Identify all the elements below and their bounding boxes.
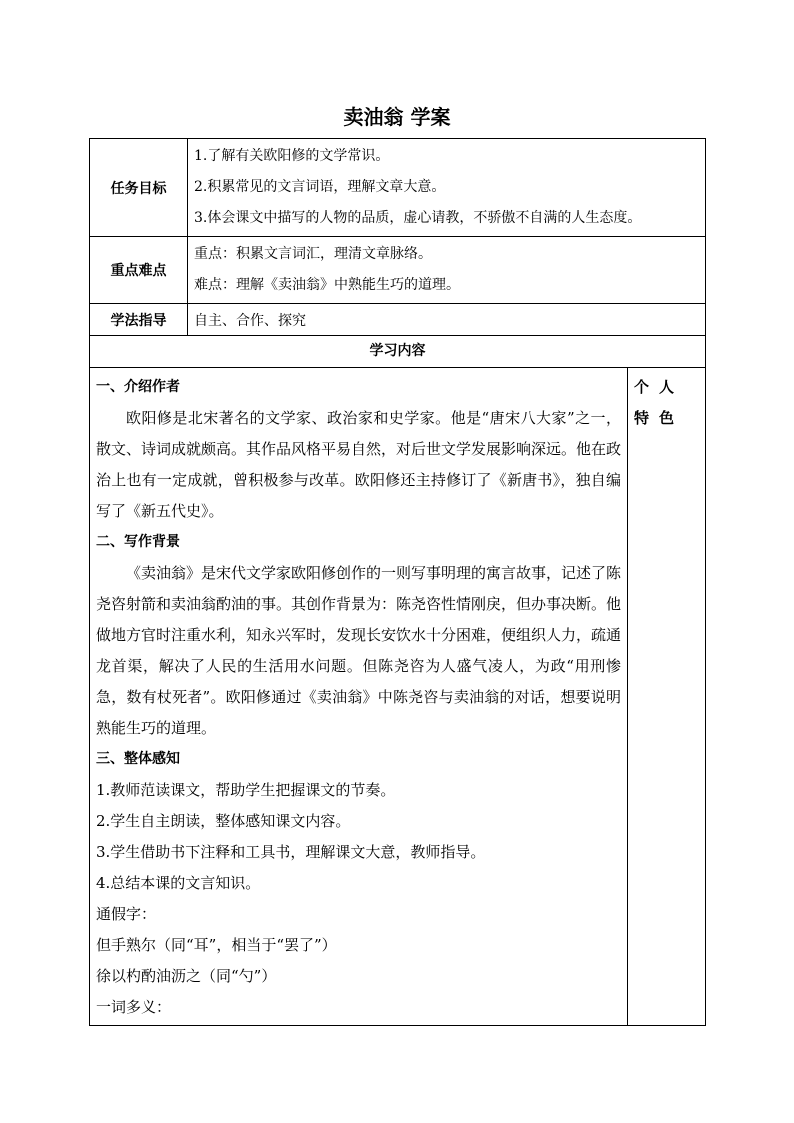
row-method	[90, 304, 706, 336]
personal-notes-column: 个人特色	[628, 368, 706, 1026]
method-value: 自主、合作、探究	[188, 304, 706, 336]
goal-line: 1.了解有关欧阳修的文学常识。	[194, 148, 390, 164]
lesson-plan-table	[89, 138, 706, 1026]
method-label: 学法指导	[90, 304, 188, 336]
section-heading: 三、整体感知	[96, 751, 180, 767]
section-heading: 二、写作背景	[96, 534, 180, 550]
row-keypoints	[90, 237, 706, 304]
list-item: 1.教师范读课文，帮助学生把握课文的节奏。	[96, 781, 396, 799]
list-item: 徐以杓酌油沥之（同“勺”）	[96, 967, 277, 985]
list-item: 通假字：	[96, 905, 157, 923]
list-item: 一词多义：	[96, 998, 172, 1016]
page-title: 卖油翁 学案	[343, 105, 451, 129]
list-item: 但手熟尔（同“耳”，相当于“罢了”）	[96, 936, 337, 954]
list-item: 4.总结本课的文言知识。	[96, 874, 261, 892]
row-content-header	[90, 336, 706, 368]
row-goals	[90, 139, 706, 237]
keypoints-label: 重点难点	[90, 237, 188, 304]
list-item: 2.学生自主朗读，整体感知课文内容。	[96, 812, 351, 830]
goal-line: 3.体会课文中描写的人物的品质，虚心请教，不骄傲不自满的人生态度。	[194, 210, 642, 226]
goals-label: 任务目标	[90, 139, 188, 237]
keypoint-line: 重点：积累文言词汇，理清文章脉络。	[194, 246, 432, 262]
goal-line: 2.积累常见的文言词语，理解文章大意。	[194, 179, 446, 195]
keypoint-line: 难点：理解《卖油翁》中熟能生巧的道理。	[194, 277, 460, 293]
row-content	[90, 368, 706, 1026]
study-content	[90, 368, 628, 1026]
keypoints-content	[188, 237, 706, 304]
list-item: 3.学生借助书下注释和工具书，理解课文大意，教师指导。	[96, 843, 486, 861]
section-heading: 一、介绍作者	[96, 379, 180, 395]
section-paragraph: 《卖油翁》是宋代文学家欧阳修创作的一则写事明理的寓言故事，记述了陈尧咨射箭和卖油翁酌油的事。其创作背景为：陈尧咨性情刚戾，但办事决断。他做地方官时注重水利，知永兴军时，发现长安饮水十分困难，便组织人力，疏通龙首渠，解决了人民的生活用水问题。但陈尧咨为人盛气凌人，为政“用刑惨急，数有杖死者”。欧阳修通过《卖油翁》中陈尧咨与卖油翁的对话，想要说明熟能生巧的道理。	[96, 564, 622, 737]
content-header: 学习内容	[90, 336, 706, 368]
section-paragraph: 欧阳修是北宋著名的文学家、政治家和史学家。他是“唐宋八大家”之一，散文、诗词成就颇高。其作品风格平易自然，对后世文学发展影响深远。他在政治上也有一定成就，曾积极参与改革。欧阳修还主持修订了《新唐书》，独自编写了《新五代史》。	[96, 409, 622, 520]
goals-content	[188, 139, 706, 237]
